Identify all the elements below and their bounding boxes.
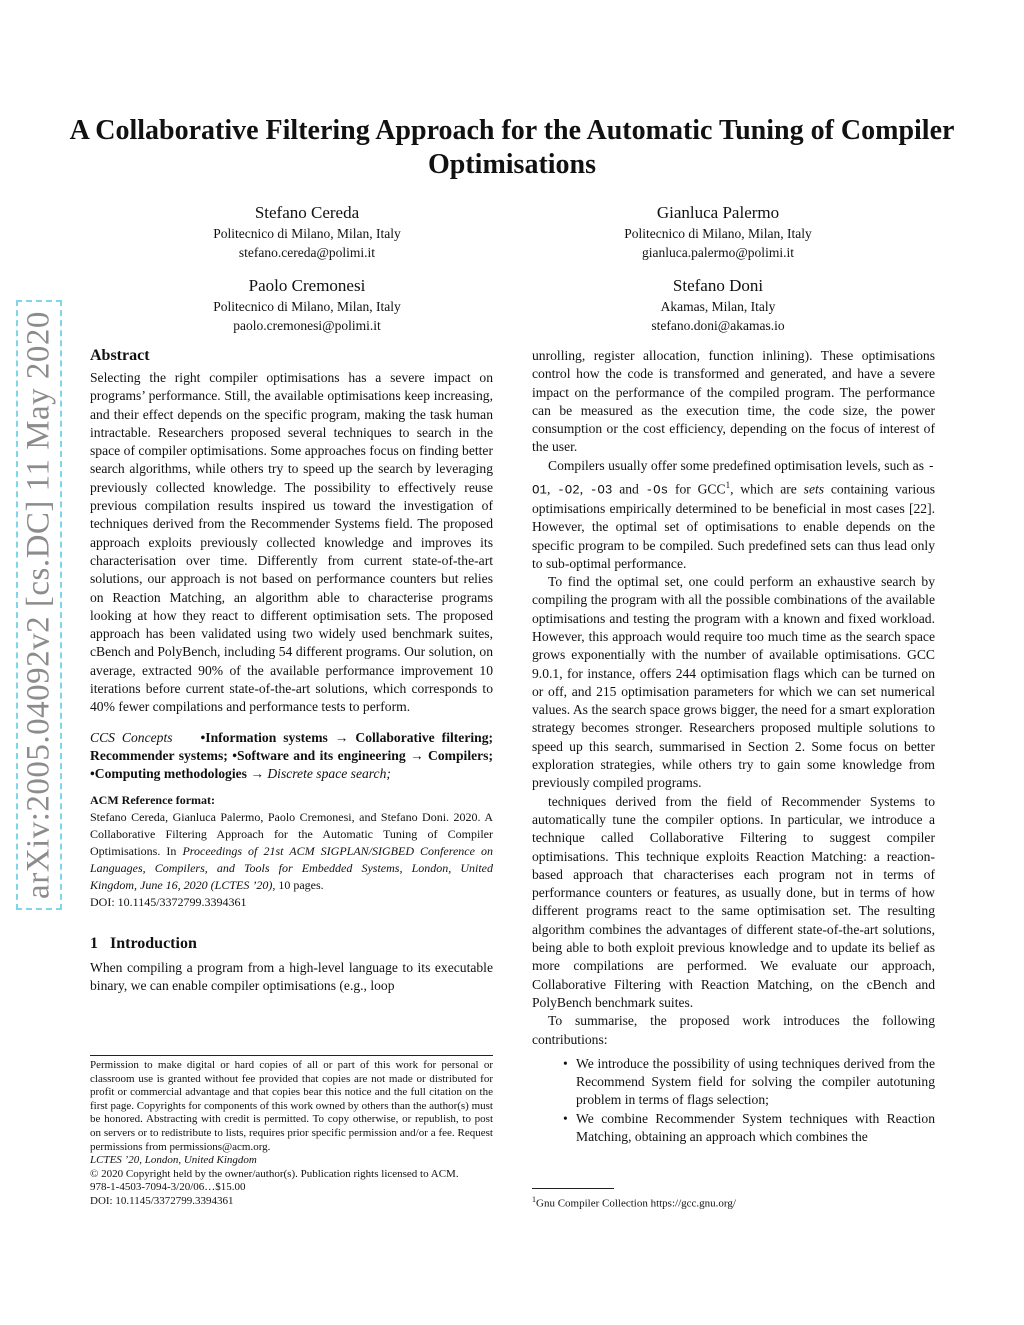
author-affiliation: Politecnico di Milano, Milan, Italy bbox=[624, 226, 812, 241]
author-name: Gianluca Palermo bbox=[656, 203, 780, 222]
author-email: stefano.cereda@polimi.it bbox=[238, 245, 376, 260]
contributions-list bbox=[532, 1055, 935, 1146]
ccs-concept-3-detail: Discrete space search; bbox=[267, 766, 391, 782]
emphasis: sets bbox=[803, 481, 825, 497]
paragraph: unrolling, register allocation, function inlining). These optimisations control how the code is transformed and generated, and have a severe impact on the performance of the compiled program. The performance can be measured as the execution time, the code size, the power consumption or the cost efficiency, depending on the focus of interest of the user. bbox=[532, 348, 935, 455]
footnote-rule bbox=[532, 1188, 614, 1189]
paragraph: techniques derived from the field of Recommender Systems to automatically tune the compiler options. In particular, we introduce a technique called Collaborative Filtering to suggest compiler optimisations. This technique exploits Reaction Matching: a reaction-based approach that characterises each program not in terms of performance counters or features, as usually done, but in terms of how different programs react to the same optimisation set. The resulting algorithm combines the advantages of different state-of-the-art solutions, being able to both exploit previous knowledge and to update its belief as more compilations are performed. We evaluate our approach, Collaborative Filtering with Reaction Matching, on the cBench and PolyBench benchmark suites. bbox=[532, 793, 935, 1010]
acm-reference-text: Stefano Cereda, Gianluca Palermo, Paolo Cremonesi, and Stefano Doni. 2020. A Collaborative Filtering Approach for the Automatic Tuning of Compiler Optimisations. In bbox=[90, 809, 493, 858]
author-affiliation: Politecnico di Milano, Milan, Italy bbox=[213, 299, 401, 314]
right-column bbox=[532, 347, 935, 1146]
paragraph-text: Compilers usually offer some predefined optimisation levels, such as bbox=[548, 457, 924, 473]
author-block bbox=[157, 275, 457, 335]
author-name: Stefano Doni bbox=[672, 276, 764, 295]
acm-reference-venue: Proceedings of 21st ACM SIGPLAN/SIGBED Conference on Languages, Compilers, and Tools for Embedded Systems, London, United Kingdom, June 16, 2020 (LCTES ’20), bbox=[90, 843, 493, 892]
author-email: paolo.cremonesi@polimi.it bbox=[233, 318, 381, 333]
ccs-concept-3: •Computing methodologies → bbox=[90, 766, 264, 782]
author-affiliation: Politecnico di Milano, Milan, Italy bbox=[213, 226, 401, 241]
paragraph-text: , which are bbox=[730, 481, 797, 497]
section-number: 1 bbox=[90, 934, 98, 952]
author-affiliation: Akamas, Milan, Italy bbox=[660, 299, 776, 314]
acm-reference bbox=[90, 792, 493, 911]
paragraph: Compilers usually offer some predefined optimisation levels, such as -O1, -O2, -O3 and -Os for GCC$^1$, which are sets containing various optimisations empirically determined to be beneficial in most cases [22]. However, the optimal set of optimisations to enable depends on the specific program to be compiled. Such predefined sets can thus lead only to sub-optimal performance. bbox=[532, 457, 936, 571]
flag-os: -Os bbox=[645, 483, 669, 498]
paragraph: To find the optimal set, one could perform an exhaustive search by compiling the program with all the possible combinations of the available optimisations and testing the program with a known and fixed workload. However, this approach would require too much time as the search space grows exponentially with the number of available optimisations. GCC 9.0.1, for instance, offers 244 optimisation flags which can be turned on or off, and 215 optimisation parameters for which we can set numerical values. As the search space grows bigger, the need for a smart exploration strategy becomes stronger. Researchers proposed multiple solutions to speed up this search, summarised in Section 2. Some focus on better exploration strategies, while others try to gain some knowledge from previously compiled programs. bbox=[532, 574, 935, 791]
author-block bbox=[568, 202, 868, 262]
acm-reference-pages: 10 pages. bbox=[278, 877, 324, 892]
list-item: • We introduce the possibility of using techniques derived from the Recommend System field for solving the compiler autotuning problem in terms of flags selection; bbox=[576, 1055, 935, 1110]
paragraph-text: and bbox=[619, 481, 639, 497]
permission-text: Permission to make digital or hard copies of all or part of this work for personal or classroom use is granted without fee provided that copies are not made or distributed for profit or commercial advantage and that copies bear this notice and the full citation on the first page. Copyrights for components of this work owned by others than the author(s) must be honored. Abstracting with credit is permitted. To copy otherwise, or republish, to post on servers or to redistribute to lists, requires prior specific permission and/or a fee. Request permissions from permissions@acm.org. bbox=[90, 1059, 493, 1153]
section-heading bbox=[90, 933, 493, 955]
permission-conference: LCTES ’20, London, United Kingdom bbox=[90, 1154, 257, 1167]
author-email: gianluca.palermo@polimi.it bbox=[642, 245, 794, 260]
list-item: • We combine Recommender System techniques with Reaction Matching, obtaining an approach which combines the bbox=[576, 1110, 935, 1147]
author-name: Stefano Cereda bbox=[254, 203, 360, 222]
paragraph-text: for GCC bbox=[674, 481, 726, 497]
ccs-concept-2: •Software and its engineering → Compilers; bbox=[232, 747, 493, 763]
flag-o2: -O2 bbox=[557, 483, 580, 498]
footnote bbox=[532, 1193, 935, 1211]
permission-copyright: © 2020 Copyright held by the owner/author(s). Publication rights licensed to ACM. bbox=[90, 1167, 459, 1180]
flag-o3: -O3 bbox=[589, 483, 613, 498]
author-block bbox=[568, 275, 868, 335]
ccs-label: CCS Concepts bbox=[90, 729, 173, 745]
footnote-text: Gnu Compiler Collection https://gcc.gnu.org/ bbox=[536, 1197, 736, 1210]
intro-text: When compiling a program from a high-level language to its executable binary, we can enable compiler optimisations (e.g., loop bbox=[90, 959, 493, 993]
abstract-heading: Abstract bbox=[90, 347, 150, 364]
arxiv-stamp[interactable] bbox=[16, 300, 62, 910]
permission-doi: DOI: 10.1145/3372799.3394361 bbox=[90, 1194, 234, 1207]
abstract-text: Selecting the right compiler optimisations has a severe impact on programs’ performance. Still, the available optimisations keep increasing, and their effect depends on the specific program, making the task human intractable. Researchers proposed several techniques to search in the space of compiler optimisations. Some approaches focus on finding better search algorithms, while others try to speed up the search by leveraging previously collected knowledge. The possibility to effectively reuse previous compilation results inspired us toward the investigation of techniques derived from the Recommender Systems field. The proposed approach exploits previously collected knowledge and improves its characterisation over time. Differently from current state-of-the-art solutions, our approach is not based on performance counters but relies on Reaction Matching, an algorithm able to characterise programs looking at how they react to different optimisation sets. The proposed approach has been validated using two widely used benchmark suites, cBench and PolyBench, including 54 different programs. Our solution, on average, extracted 90% of the available performance improvement 10 iterations before current state-of-the-art solutions, which corresponds to 40% fewer compilations and performance tests to perform. bbox=[90, 370, 493, 715]
ccs-concept-1: •Information systems → Collaborative filtering; Recommender systems; bbox=[90, 729, 494, 763]
ccs-concepts bbox=[90, 729, 493, 784]
author-block bbox=[157, 202, 457, 262]
footnote-rule bbox=[90, 1055, 493, 1056]
footnote-marker[interactable]: 1 bbox=[725, 480, 731, 491]
paper-title: A Collaborative Filtering Approach for the Automatic Tuning of Compiler Optimisations bbox=[69, 115, 955, 180]
paragraph-text: containing various optimisations empirically determined to be beneficial in most cases [22]. However, the optimal set of optimisations to enable depends on the specific program to be compiled. Such predefined sets can thus lead only to sub-optimal performance. bbox=[532, 481, 936, 571]
permission-isbn: 978-1-4503-7094-3/20/06…$15.00 bbox=[90, 1181, 246, 1194]
flag-o1: -O1 bbox=[532, 459, 935, 498]
acm-reference-doi[interactable]: DOI: 10.1145/3372799.3394361 bbox=[90, 894, 247, 909]
section-title: Introduction bbox=[110, 934, 197, 952]
paragraph: To summarise, the proposed work introduces the following contributions: bbox=[532, 1013, 935, 1047]
left-column bbox=[90, 345, 493, 995]
author-email: stefano.doni@akamas.io bbox=[651, 318, 785, 333]
arxiv-stamp-text: arXiv:2005.04092v2 [cs.DC] 11 May 2020 bbox=[20, 311, 57, 899]
author-name: Paolo Cremonesi bbox=[248, 276, 366, 295]
acm-reference-heading: ACM Reference format: bbox=[90, 792, 216, 807]
footnote-number: 1 bbox=[532, 1195, 536, 1204]
permission-block bbox=[90, 1059, 493, 1209]
